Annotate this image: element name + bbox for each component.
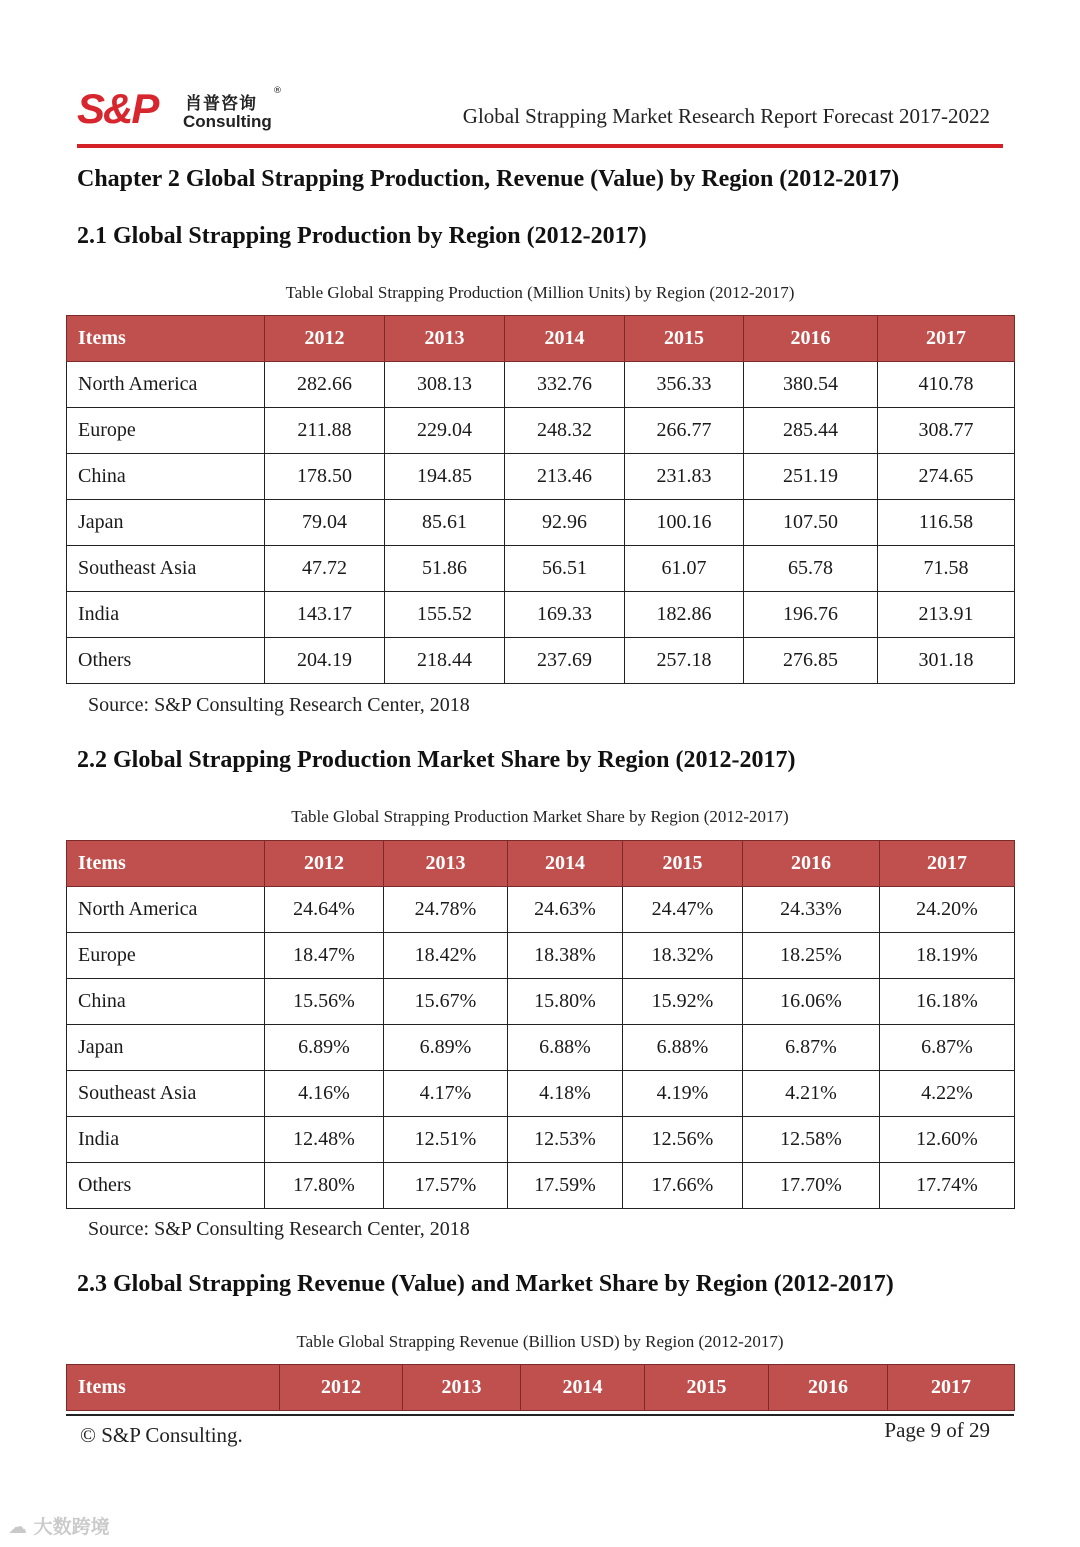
value-cell: 24.33% [743, 887, 880, 933]
value-cell: 274.65 [878, 454, 1015, 500]
value-cell: 12.58% [743, 1117, 880, 1163]
value-cell: 410.78 [878, 362, 1015, 408]
value-cell: 15.56% [265, 979, 384, 1025]
column-header-year: 2013 [385, 316, 505, 362]
value-cell: 285.44 [744, 408, 878, 454]
value-cell: 237.69 [505, 638, 625, 684]
table-2-1-source: Source: S&P Consulting Research Center, 2018 [88, 694, 470, 716]
section-2-2-heading: 2.2 Global Strapping Production Market Share by Region (2012-2017) [77, 747, 796, 773]
value-cell: 4.21% [743, 1071, 880, 1117]
watermark [8, 1512, 110, 1539]
value-cell: 47.72 [265, 546, 385, 592]
value-cell: 231.83 [625, 454, 744, 500]
value-cell: 6.89% [265, 1025, 384, 1071]
column-header-year: 2016 [769, 1365, 888, 1411]
value-cell: 248.32 [505, 408, 625, 454]
value-cell: 178.50 [265, 454, 385, 500]
value-cell: 18.42% [384, 933, 508, 979]
table-row [67, 979, 1015, 1025]
value-cell: 12.53% [508, 1117, 623, 1163]
value-cell: 79.04 [265, 500, 385, 546]
value-cell: 204.19 [265, 638, 385, 684]
column-header-items: Items [67, 316, 265, 362]
value-cell: 15.67% [384, 979, 508, 1025]
value-cell: 18.32% [623, 933, 743, 979]
value-cell: 4.22% [880, 1071, 1015, 1117]
column-header-items: Items [67, 841, 265, 887]
table-row [67, 500, 1015, 546]
market-share-table [66, 840, 1015, 1209]
table-row [67, 1117, 1015, 1163]
table-row [67, 1163, 1015, 1209]
column-header-year: 2015 [645, 1365, 769, 1411]
table-row [67, 1071, 1015, 1117]
value-cell: 85.61 [385, 500, 505, 546]
value-cell: 356.33 [625, 362, 744, 408]
region-cell: Others [67, 638, 265, 684]
column-header-year: 2016 [744, 316, 878, 362]
column-header-year: 2017 [880, 841, 1015, 887]
value-cell: 24.47% [623, 887, 743, 933]
value-cell: 18.38% [508, 933, 623, 979]
column-header-year: 2014 [508, 841, 623, 887]
table-row [67, 933, 1015, 979]
value-cell: 15.92% [623, 979, 743, 1025]
value-cell: 229.04 [385, 408, 505, 454]
value-cell: 17.80% [265, 1163, 384, 1209]
region-cell: China [67, 979, 265, 1025]
region-cell: North America [67, 887, 265, 933]
footer-divider [66, 1414, 1014, 1416]
value-cell: 282.66 [265, 362, 385, 408]
column-header-items: Items [67, 1365, 280, 1411]
table-row [67, 592, 1015, 638]
revenue-table [66, 1364, 1015, 1411]
table-header-row [67, 316, 1015, 362]
watermark-text: 大数跨境 [33, 1516, 110, 1538]
value-cell: 194.85 [385, 454, 505, 500]
value-cell: 24.63% [508, 887, 623, 933]
value-cell: 12.51% [384, 1117, 508, 1163]
value-cell: 51.86 [385, 546, 505, 592]
value-cell: 16.06% [743, 979, 880, 1025]
value-cell: 6.88% [508, 1025, 623, 1071]
value-cell: 211.88 [265, 408, 385, 454]
logo-mark: S&P [77, 85, 158, 132]
value-cell: 257.18 [625, 638, 744, 684]
table-row [67, 638, 1015, 684]
watermark-icon: ☁ [8, 1516, 34, 1538]
value-cell: 4.17% [384, 1071, 508, 1117]
value-cell: 17.70% [743, 1163, 880, 1209]
value-cell: 380.54 [744, 362, 878, 408]
region-cell: Europe [67, 408, 265, 454]
table-header-row [67, 841, 1015, 887]
value-cell: 65.78 [744, 546, 878, 592]
header-divider [77, 144, 1003, 148]
value-cell: 182.86 [625, 592, 744, 638]
value-cell: 24.64% [265, 887, 384, 933]
value-cell: 12.56% [623, 1117, 743, 1163]
value-cell: 18.25% [743, 933, 880, 979]
report-title: Global Strapping Market Research Report Forecast 2017-2022 [462, 104, 990, 128]
value-cell: 107.50 [744, 500, 878, 546]
chapter-title: Chapter 2 Global Strapping Production, Revenue (Value) by Region (2012-2017) [77, 166, 900, 192]
value-cell: 17.59% [508, 1163, 623, 1209]
column-header-year: 2014 [521, 1365, 645, 1411]
region-cell: Europe [67, 933, 265, 979]
region-cell: India [67, 1117, 265, 1163]
table-row [67, 887, 1015, 933]
value-cell: 24.78% [384, 887, 508, 933]
value-cell: 169.33 [505, 592, 625, 638]
section-2-1-heading: 2.1 Global Strapping Production by Region (2012-2017) [77, 223, 647, 249]
value-cell: 16.18% [880, 979, 1015, 1025]
region-cell: Japan [67, 500, 265, 546]
region-cell: India [67, 592, 265, 638]
column-header-year: 2014 [505, 316, 625, 362]
value-cell: 17.66% [623, 1163, 743, 1209]
table-row [67, 1025, 1015, 1071]
value-cell: 17.74% [880, 1163, 1015, 1209]
value-cell: 4.18% [508, 1071, 623, 1117]
page-number: Page 9 of 29 [884, 1418, 990, 1442]
value-cell: 218.44 [385, 638, 505, 684]
region-cell: China [67, 454, 265, 500]
column-header-year: 2013 [403, 1365, 521, 1411]
region-cell: Others [67, 1163, 265, 1209]
value-cell: 6.88% [623, 1025, 743, 1071]
region-cell: Southeast Asia [67, 1071, 265, 1117]
logo-chinese-name: 肖普咨询 [185, 94, 257, 114]
column-header-year: 2012 [265, 316, 385, 362]
value-cell: 6.87% [880, 1025, 1015, 1071]
value-cell: 18.47% [265, 933, 384, 979]
value-cell: 301.18 [878, 638, 1015, 684]
value-cell: 196.76 [744, 592, 878, 638]
value-cell: 15.80% [508, 979, 623, 1025]
value-cell: 12.60% [880, 1117, 1015, 1163]
value-cell: 332.76 [505, 362, 625, 408]
column-header-year: 2012 [265, 841, 384, 887]
value-cell: 116.58 [878, 500, 1015, 546]
value-cell: 4.16% [265, 1071, 384, 1117]
value-cell: 308.13 [385, 362, 505, 408]
column-header-year: 2012 [280, 1365, 403, 1411]
value-cell: 71.58 [878, 546, 1015, 592]
table-2-3-caption: Table Global Strapping Revenue (Billion USD) by Region (2012-2017) [296, 1332, 784, 1351]
logo-english-name: Consulting [183, 112, 272, 131]
value-cell: 6.89% [384, 1025, 508, 1071]
value-cell: 6.87% [743, 1025, 880, 1071]
value-cell: 266.77 [625, 408, 744, 454]
section-2-3-heading: 2.3 Global Strapping Revenue (Value) and Market Share by Region (2012-2017) [77, 1271, 894, 1297]
value-cell: 92.96 [505, 500, 625, 546]
value-cell: 213.91 [878, 592, 1015, 638]
value-cell: 251.19 [744, 454, 878, 500]
value-cell: 213.46 [505, 454, 625, 500]
table-2-1-caption: Table Global Strapping Production (Million Units) by Region (2012-2017) [285, 283, 795, 302]
column-header-year: 2016 [743, 841, 880, 887]
table-row [67, 454, 1015, 500]
table-row [67, 362, 1015, 408]
table-2-2-caption: Table Global Strapping Production Market Share by Region (2012-2017) [291, 807, 789, 826]
value-cell: 61.07 [625, 546, 744, 592]
column-header-year: 2015 [625, 316, 744, 362]
company-logo [77, 86, 297, 136]
production-table [66, 315, 1015, 684]
value-cell: 24.20% [880, 887, 1015, 933]
logo-registered-mark: ® [273, 86, 282, 96]
column-header-year: 2017 [878, 316, 1015, 362]
value-cell: 308.77 [878, 408, 1015, 454]
column-header-year: 2015 [623, 841, 743, 887]
region-cell: Japan [67, 1025, 265, 1071]
value-cell: 4.19% [623, 1071, 743, 1117]
value-cell: 155.52 [385, 592, 505, 638]
column-header-year: 2013 [384, 841, 508, 887]
value-cell: 143.17 [265, 592, 385, 638]
value-cell: 17.57% [384, 1163, 508, 1209]
region-cell: North America [67, 362, 265, 408]
column-header-year: 2017 [888, 1365, 1015, 1411]
table-header-row [67, 1365, 1015, 1411]
copyright: © S&P Consulting. [80, 1423, 243, 1447]
value-cell: 56.51 [505, 546, 625, 592]
table-row [67, 546, 1015, 592]
value-cell: 100.16 [625, 500, 744, 546]
value-cell: 276.85 [744, 638, 878, 684]
value-cell: 12.48% [265, 1117, 384, 1163]
region-cell: Southeast Asia [67, 546, 265, 592]
table-2-2-source: Source: S&P Consulting Research Center, 2018 [88, 1218, 470, 1240]
value-cell: 18.19% [880, 933, 1015, 979]
table-row [67, 408, 1015, 454]
